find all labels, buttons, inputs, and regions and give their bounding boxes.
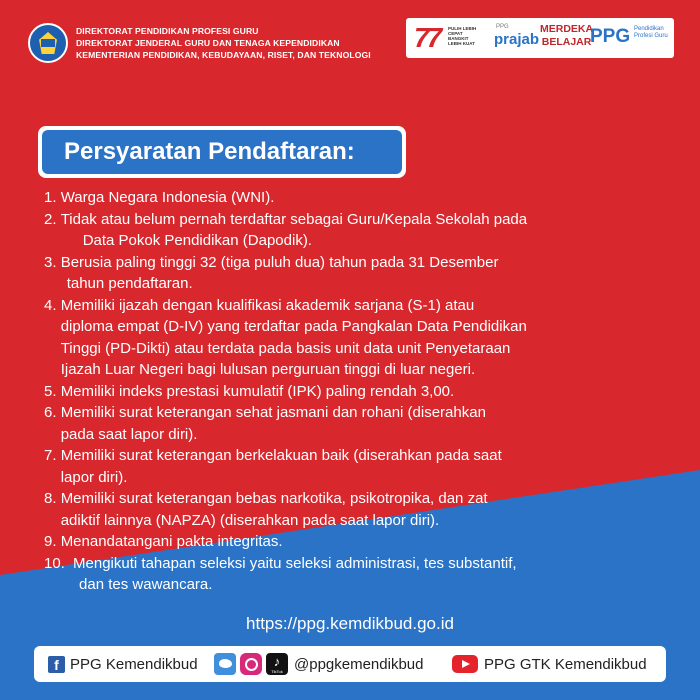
list-item: 10. Mengikuti tahapan seleksi yaitu seleksi administrasi, tes substantif, dan tes wawancara. bbox=[44, 554, 517, 593]
list-item: 1. Warga Negara Indonesia (WNI). bbox=[44, 189, 275, 206]
org-line: KEMENTERIAN PENDIDIKAN, KEBUDAYAAN, RISET, DAN TEKNOLOGI bbox=[76, 50, 371, 60]
list-item: 9. Menandatangani pakta integritas. bbox=[44, 533, 283, 550]
list-item: 4. Memiliki ijazah dengan kualifikasi akademik sarjana (S-1) atau diploma empat (D-IV) yang terdaftar pada Pangkalan Data Pendidikan Tinggi (PD-Dikti) atau terdata pada basis unit data unit Penyetaraan Ijazah Luar Negeri bagi lulusan perguruan tinggi di luar negeri. bbox=[44, 296, 527, 378]
youtube-label: PPG GTK Kemendikbud bbox=[484, 655, 647, 673]
youtube-icon bbox=[452, 655, 478, 673]
social-media-bar bbox=[34, 646, 666, 682]
list-item: 5. Memiliki indeks prestasi kumulatif (IPK) paling rendah 3,00. bbox=[44, 382, 455, 400]
organization-names bbox=[76, 25, 371, 61]
prajab-prefix: PPG bbox=[496, 24, 509, 30]
ri-77-logo: 77 bbox=[414, 22, 440, 53]
list-item: 2. Tidak atau belum pernah terdaftar sebagai Guru/Kepala Sekolah pada Data Pokok Pendidikan (Dapodik). bbox=[44, 210, 528, 249]
twitter-icon bbox=[214, 653, 236, 675]
org-line: DIREKTORAT PENDIDIKAN PROFESI GURU bbox=[76, 26, 259, 36]
ppg-subtitle: Pendidikan Profesi Guru bbox=[634, 26, 668, 39]
website-url[interactable]: https://ppg.kemdikbud.go.id bbox=[246, 614, 454, 633]
title-banner bbox=[38, 126, 406, 178]
tiktok-icon: ♪ TikTok bbox=[266, 653, 288, 675]
social-handle-label: @ppgkemendikbud bbox=[294, 655, 424, 673]
list-item: 3. Berusia paling tinggi 32 (tiga puluh dua) tahun pada 31 Desember tahun pendaftaran. bbox=[44, 253, 499, 292]
ri-77-tagline: PULIH LEBIH CEPAT BANGKIT LEBIH KUAT bbox=[448, 26, 477, 46]
social-handle-group[interactable] bbox=[214, 646, 423, 682]
page-title: Persyaratan Pendaftaran: bbox=[42, 130, 402, 174]
facebook-label: PPG Kemendikbud bbox=[70, 655, 198, 673]
facebook-icon: f bbox=[48, 656, 65, 673]
list-item: 6. Memiliki surat keterangan sehat jasmani dan rohani (diserahkan pada saat lapor diri). bbox=[44, 404, 486, 443]
kemdikbud-logo bbox=[28, 23, 68, 63]
facebook-link[interactable] bbox=[48, 646, 198, 682]
requirements-list bbox=[44, 187, 664, 596]
ppg-logo: PPG bbox=[590, 26, 631, 47]
partner-logos bbox=[406, 18, 674, 58]
prajab-logo: prajab bbox=[494, 31, 540, 48]
list-item: 8. Memiliki surat keterangan bebas narkotika, psikotropika, dan zat adiktif lainnya (NAPZA) (diserahkan pada saat lapor diri). bbox=[44, 490, 488, 529]
list-item: 7. Memiliki surat keterangan berkelakuan baik (diserahkan pada saat lapor diri). bbox=[44, 447, 502, 486]
instagram-icon bbox=[240, 653, 262, 675]
youtube-link[interactable] bbox=[452, 646, 647, 682]
org-line: DIREKTORAT JENDERAL GURU DAN TENAGA KEPENDIDIKAN bbox=[76, 38, 340, 48]
merdeka-belajar-logo: MERDEKA BELAJAR bbox=[540, 23, 594, 48]
header bbox=[0, 0, 700, 75]
